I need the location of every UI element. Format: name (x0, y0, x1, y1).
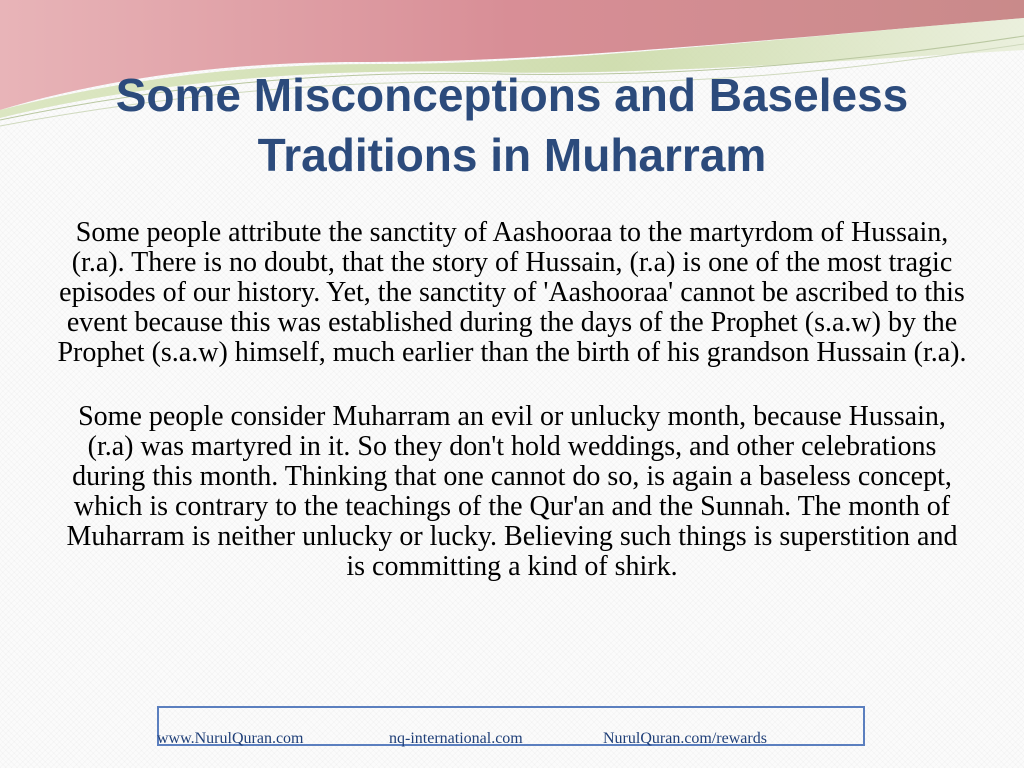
paragraph-1: Some people attribute the sanctity of Aashooraa to the martyrdom of Hussain, (r.a). There is no doubt, that the story of Hussain, (r.a) is one of the most tragic episodes of our history. Yet, the sanctity of 'Aashooraa' cannot be ascribed to this event because this was established during the days of the Prophet (s.a.w) by the Prophet (s.a.w) himself, much earlier than the birth of his grandson Hussain (r.a). (57, 217, 967, 368)
slide-body (56, 218, 968, 616)
title-line-1: Some Misconceptions and Baseless (115, 69, 909, 121)
footer-links-box (157, 706, 865, 746)
footer-link-rewards[interactable]: NurulQuran.com/rewards (603, 730, 767, 747)
footer-link-nq-international[interactable]: nq-international.com (389, 730, 523, 747)
slide-title (60, 66, 964, 186)
title-line-2: Traditions in Muharram (257, 128, 767, 181)
footer-link-nurulquran[interactable]: www.NurulQuran.com (157, 730, 304, 747)
paragraph-2: Some people consider Muharram an evil or unlucky month, because Hussain, (r.a) was martyred in it. So they don't hold weddings, and other celebrations during this month. Thinking that one cannot do so, is again a baseless concept, which is contrary to the teachings of the Qur'an and the Sunnah. The month of Muharram is neither unlucky or lucky. Believing such things is superstition and is committing a kind of shirk. (66, 401, 958, 582)
